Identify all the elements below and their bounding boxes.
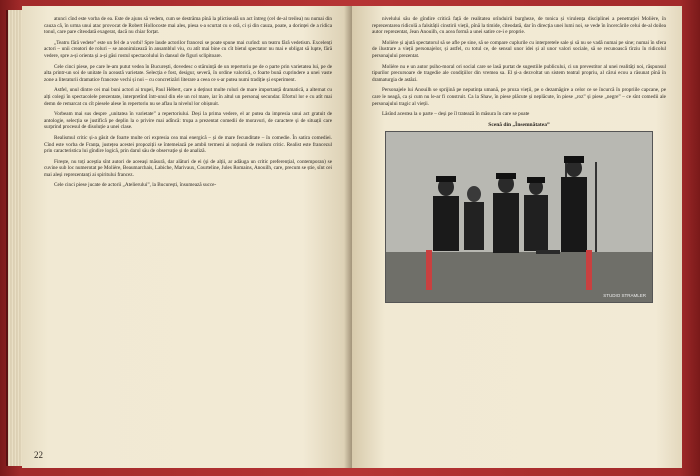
left-paragraph: Firește, nu toți aceștia sînt autori de aceeași măsură, dar alături de ei (și de alții, ar adăuga un critic preferențial, contemporan) se cuvine sub loc numerotat pe Molière, Beaumarchais, Labiche, Marivaux, Courteline, Jules Romains, Anouilh, care, precum se știe, sînt cei mai aleși reprezentanți ai spiritului francez. <box>44 158 332 178</box>
page-number: 22 <box>34 450 43 460</box>
left-paragraph: atunci cînd este vorba de ea. Este de ajuns să vedem, cum se destrăma pînă la plictiseală un act întreg (cel de-al treilea) nu numai din cauza că, în urma unui atac provocat de Robert Hollocoste mai ales, piesa s-a scurtat cu o oră, ci și din cauza, poate, a dorinței de a ridica tonul, care pare cîteodată exagerat, dacă nu chiar forțat. <box>44 16 332 36</box>
right-paragraph: Molière și ajută spectatorul să se afle pe sine, să se compare cuplurile cu interpretele sale și să nu se vadă numai pe sine; numai în sfera de ilustrare a vieții personajelor, și astfel, cu totul ce, de sensul unor idei și al unor valori sociale, să se recunoască tîrziu în ridicolul personajului prezentat. <box>372 39 666 59</box>
right-page <box>352 6 682 468</box>
left-paragraph: „Teatru fără vedete” este un fel de a vorbi! Spre laude actorilor francezi se poate spune mai curînd: un teatru fără vedetism. Excelenți actori – unii creatori de roluri – se anonimizează în ansamblul viu, cu atît mai bine cu cît bietul spectator nu mai e obligat să lupte, fără vedere, spre a-și orienta și a-și găsi rostul spectacolului în dansul de figuri sclipitoare. <box>44 39 332 59</box>
right-paragraph: Personajele lui Anouilh se sprijină pe neputința umană, pe proza vieții, pe o dezamăgire a celor ce se încurcă în propriile capcane, pe care le neagă, ca și cum nu le-ar fi construit. Ca la Shaw, în piese plăcute și neplăcute, în piese „roz” și piese „negre” – ce sînt comedii ale personajului tragic al vieții. <box>372 87 666 107</box>
left-paragraph: Astfel, unul dintre cei mai buni actori ai trupei, Paul Hébert, care a deținut multe roluri de mare importanță dramatică, a alternat cu alți colegi în spectacolele prezentate, interpretînd într-unul din ele un rol mare, iar în altul un personaj secundar. Efortul lor e cu atît mai demn de remarcat cu cît piesele alese în repertoriu nu se aflau la nivelul lor obișnuit. <box>44 87 332 107</box>
right-paragraph: nivelului său de gîndire critică față de realitatea orînduirii burgheze, de tonica și virulența disciplinei a penetrației Molière, în reprezentarea ridicolă a falsității cinstirii vieții, pînă la timide, cîteodată, dar în direcția unei lumi noi, se vede în încercările celui de-al doilea autor reprezentat, Jean Anouilh, cu acea formă a unei satire ce-i e proprie. <box>372 16 666 36</box>
stage-photo <box>385 131 653 303</box>
photo-credit: STUDIO STRAMLER <box>603 292 646 298</box>
photo-caption: Scenă din „Însemnătatea” <box>488 121 550 128</box>
left-page <box>22 6 352 468</box>
left-paragraph: Vorbeam mai sus despre „unitatea în varietate” a repertoriului. Deși la prima vedere, el ar putea da impresia unui act gratuit de antologie, selecția se justifică pe deplin la o privire mai adîncă: trupa a prezentat comedii de moravuri, de caractere și de situații care surprind procesul de disoluție a unei clase. <box>44 111 332 131</box>
left-paragraph: Cele cinci piese, pe care le-am putut vedea în București, dovedesc o stăruință de un repertoriu pe de o parte prin varietatea lui, pe de alta printr-un soi de unitate în această varietate. Selecția e fost, desigur, severă, în ordine valorică, o foarte bună cuprindere a unei vaste zone a literaturii dramatice franceze vechi și noi – cu concretizări literare a ceea ce s-ar putea numi tradiție și experiment. <box>44 63 332 83</box>
right-paragraph: Molière nu e un autor psiho-moral ori social care se lasă purtat de sugestiile publicului, ci un prevestitor al unei realități noi, răspunsul tipurilor precursoare de tragedie ale condițiilor din vremea sa. El și-a dezvoltat un sistem teatral propriu, al cărui ecou a răsunat pînă în dramaturgia de astăzi. <box>372 63 666 83</box>
left-paragraph: Cele cinci piese jucate de actorii „Atelierului”, la București, însumează succe- <box>54 182 217 189</box>
right-paragraph: Lăsînd acestea la o parte – deși pe îl tratează în măsura în care se poate <box>382 111 530 118</box>
stage-photo-illustration <box>386 132 652 302</box>
left-paragraph: Realismul critic și-a găsit de foarte multe ori expresia cea mai energică – și de mare fecunditate – în comedie. În satira comediei. Cînd este vorba de Franța, justețea acestei propoziții se întemeiază pe ambii termeni ai noțiunii de realism critic. Realist este francezul prin caracteristica lui gîndire logică, prin darul său de observație și de analiză. <box>44 134 332 155</box>
